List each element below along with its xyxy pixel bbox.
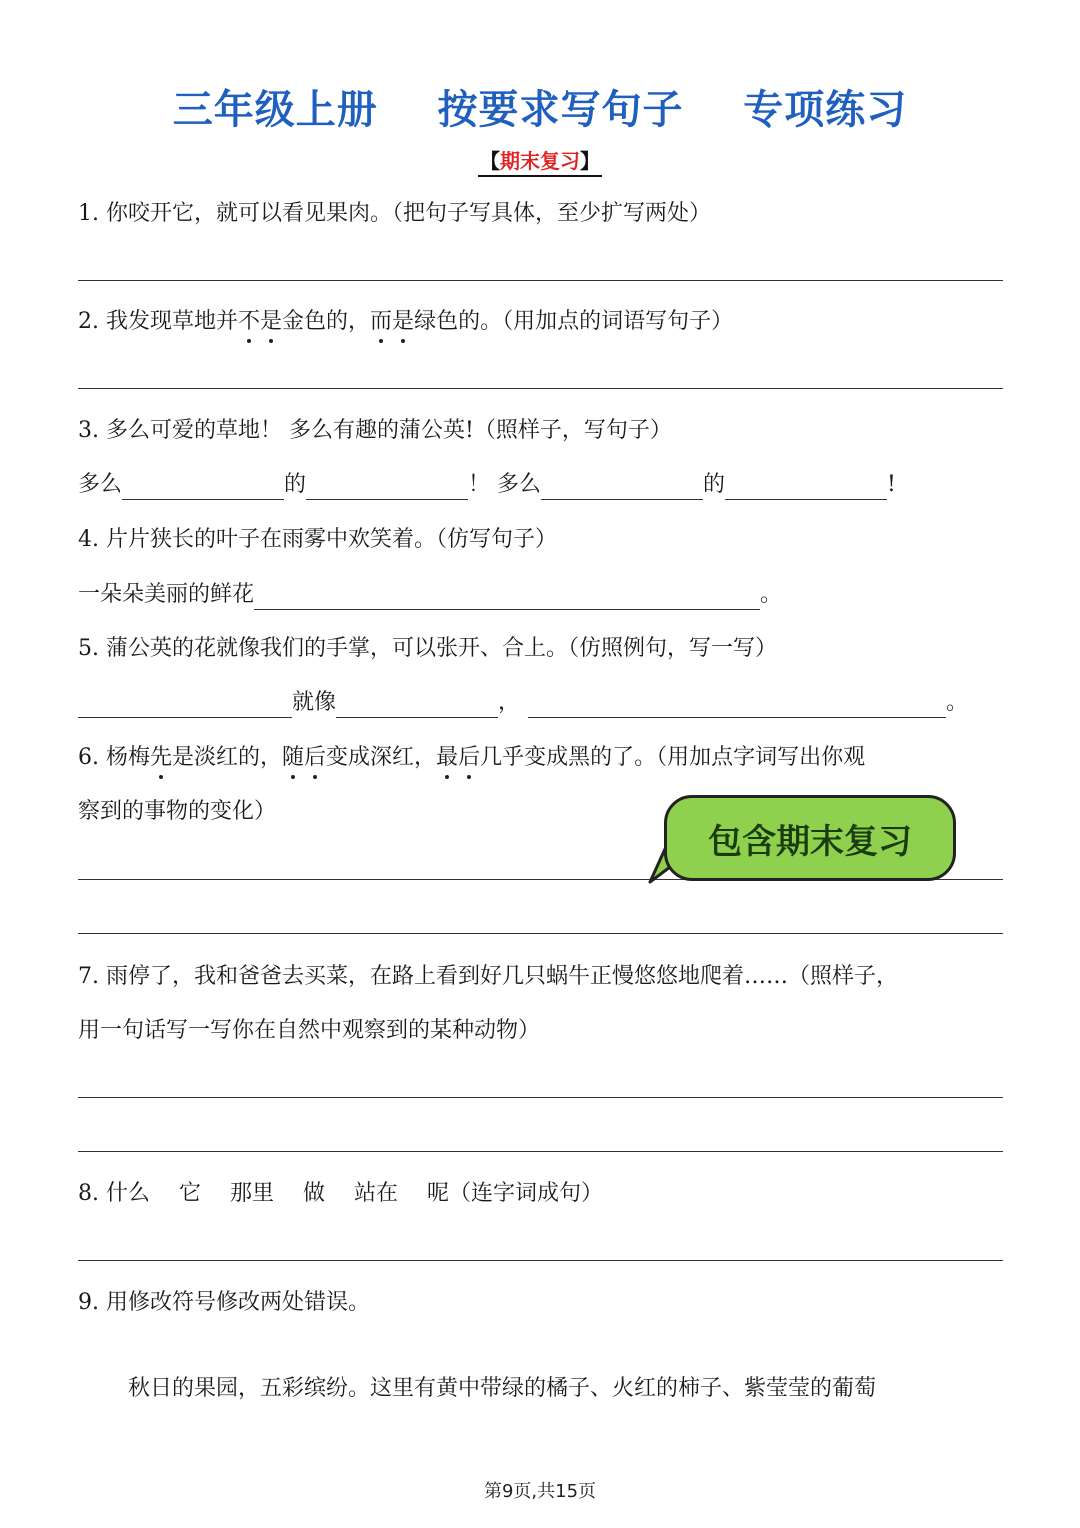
answer-line[interactable] (78, 1260, 1003, 1261)
fill-blank[interactable] (725, 475, 887, 500)
question-4-template: 一朵朵美丽的鲜花 。 (78, 580, 782, 610)
question-2: 2. 我发现草地并不是金色的，而是绿色的。（用加点的词语写句子） (78, 307, 733, 337)
fill-blank[interactable] (528, 693, 946, 718)
question-1: 1. 你咬开它，就可以看见果肉。（把句子写具体，至少扩写两处） (78, 201, 711, 226)
page-title: 三年级上册 按要求写句子 专项练习 (172, 87, 908, 133)
question-4: 4. 片片狭长的叶子在雨雾中欢笑着。（仿写句子） (78, 527, 557, 552)
subtitle-bracket-close: 】 (580, 149, 600, 173)
answer-line[interactable] (78, 388, 1003, 389)
question-7-line2: 用一句话写一写你在自然中观察到的某种动物） (78, 1018, 541, 1043)
question-6: 6. 杨梅先是淡红的，随后变成深红，最后几乎变成黑的了。（用加点字词写出你观 (78, 743, 865, 773)
question-3-template: 多么 的 ！ 多么 的 ! (78, 470, 896, 500)
subtitle-bracket-open: 【 (480, 149, 500, 173)
answer-line[interactable] (78, 280, 1003, 281)
dotted-char: 而 (370, 307, 392, 337)
dotted-char: 先 (150, 743, 172, 773)
answer-line[interactable] (78, 933, 1003, 934)
question-9-passage: 秋日的果园，五彩缤纷。这里有黄中带绿的橘子、火红的柿子、紫莹莹的葡萄 (128, 1376, 877, 1401)
fill-blank[interactable] (254, 585, 760, 610)
fill-blank[interactable] (541, 475, 703, 500)
fill-blank[interactable] (306, 475, 468, 500)
page-subtitle (0, 145, 1080, 177)
answer-line[interactable] (78, 1151, 1003, 1152)
question-5: 5. 蒲公英的花就像我们的手掌，可以张开、合上。（仿照例句，写一写） (78, 636, 777, 661)
review-badge: 包含期末复习 (664, 795, 956, 881)
dotted-char: 随 (282, 743, 304, 773)
fill-blank[interactable] (336, 693, 498, 718)
dotted-char: 不 (238, 307, 260, 337)
dotted-char: 最 (436, 743, 458, 773)
answer-line[interactable] (78, 1097, 1003, 1098)
fill-blank[interactable] (122, 475, 284, 500)
question-3: 3. 多么可爱的草地！ 多么有趣的蒲公英!（照样子，写句子） (78, 418, 672, 443)
question-9: 9. 用修改符号修改两处错误。 (78, 1290, 370, 1315)
fill-blank[interactable] (78, 693, 292, 718)
subtitle-text: 期末复习 (500, 149, 580, 173)
question-6-line2: 察到的事物的变化） (78, 799, 277, 824)
question-7: 7. 雨停了，我和爸爸去买菜，在路上看到好几只蜗牛正慢悠悠地爬着……（照样子， (78, 964, 898, 989)
question-8: 8. 什么 它 那里 做 站在 呢（连字词成句） (78, 1181, 603, 1206)
question-5-template: 就像 ， 。 (78, 688, 968, 718)
dotted-char: 后 (304, 743, 326, 773)
dotted-char: 后 (458, 743, 480, 773)
dotted-char: 是 (392, 307, 414, 337)
page-footer: 第9页,共15页 (483, 1481, 597, 1502)
dotted-char: 是 (260, 307, 282, 337)
